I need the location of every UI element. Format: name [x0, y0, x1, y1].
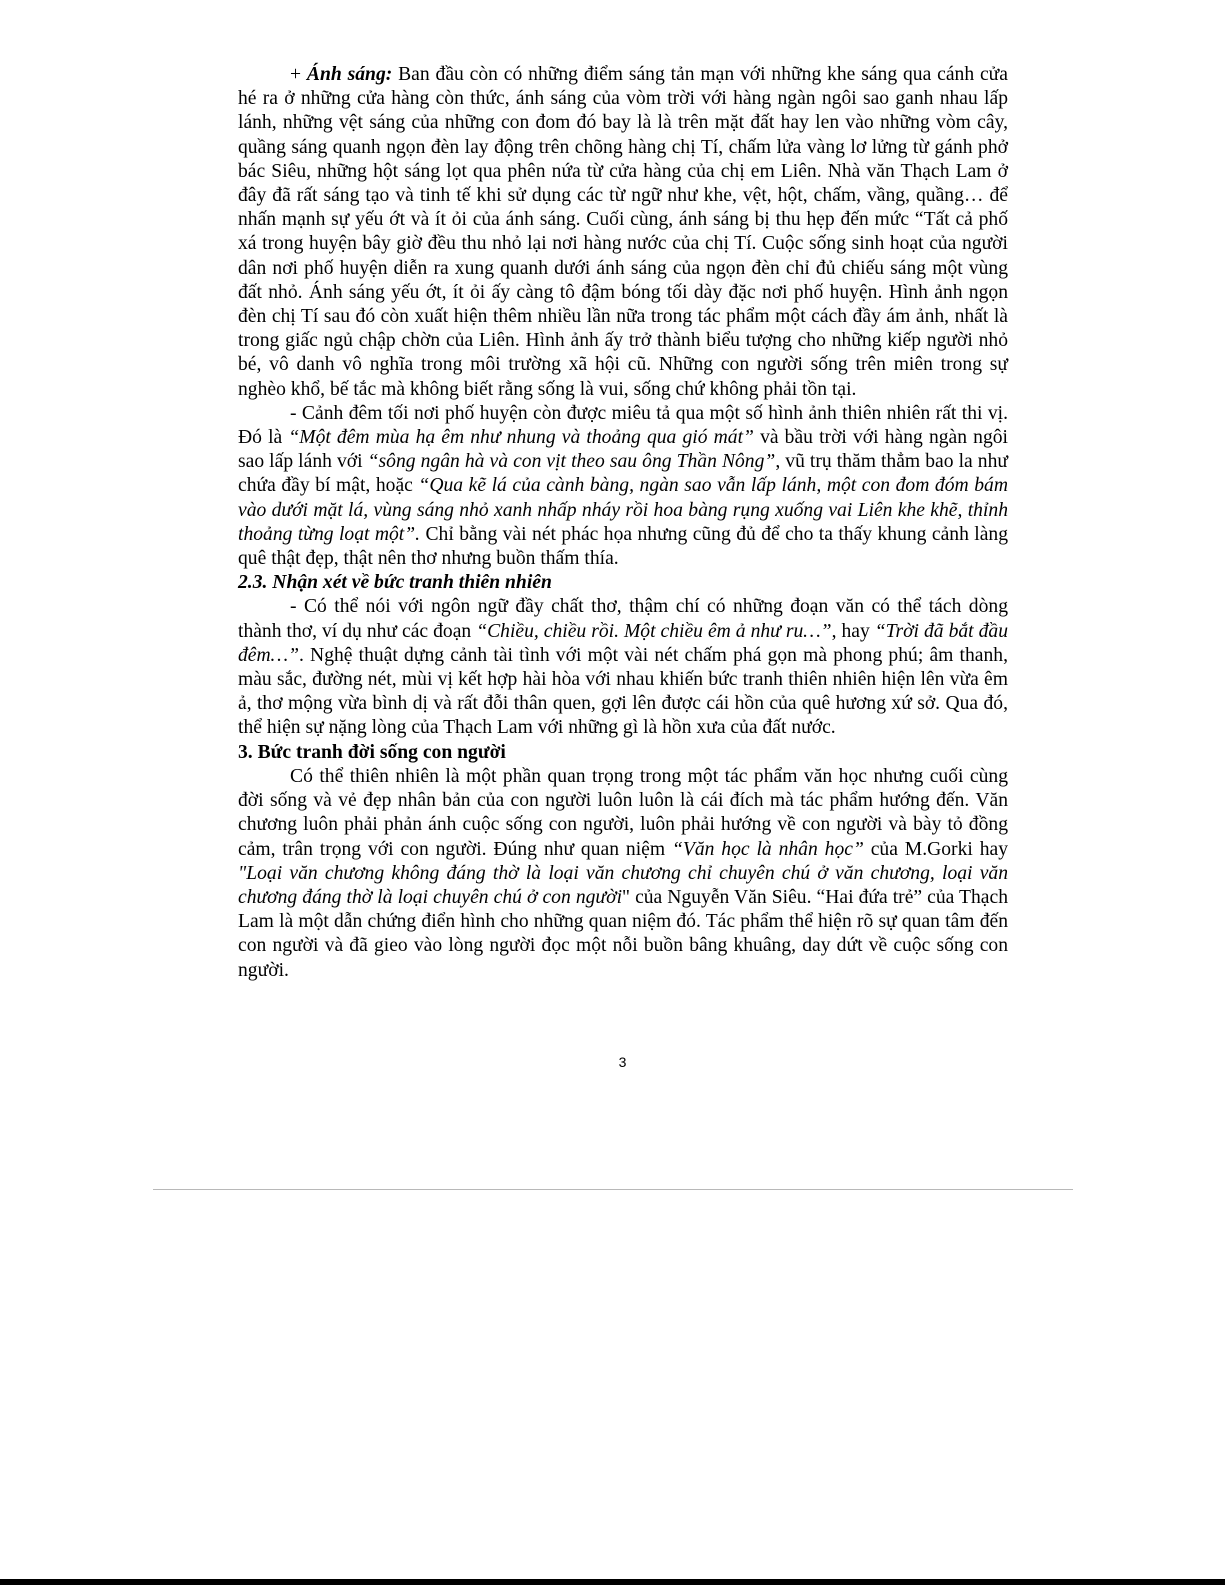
paragraph-comment-text-2: , hay: [831, 620, 875, 642]
section-heading-3: 3. Bức tranh đời sống con người: [238, 741, 506, 763]
paragraph-night-quote-3: “Qua kẽ lá của cành bàng, ngàn sao vẫn lấp lánh, một con đom đóm bám vào dưới mặt lá, vùng sáng nhỏ xanh nhấp nháy rồi hoa bàng rụng xuống vai Liên khe khẽ, thỉnh thoảng từng loạt một”.: [238, 475, 1008, 545]
paragraph-light-label: Ánh sáng:: [306, 64, 393, 85]
paragraph-comment-quote-2: “Trời đã bắt đầu đêm…”: [238, 620, 1008, 666]
paragraph-life-text-1: Có thể thiên nhiên là một phần quan trọng trong một tác phẩm văn học nhưng cuối cùng đời sống và vẻ đẹp nhân bản của con người luôn luôn là cái đích mà tác phẩm hướng đến. Văn chương luôn phải phản ánh cuộc sống con người, luôn phải hướng về con người và bày tỏ đồng cảm, trân trọng với con người. Đúng như quan niệm: [238, 765, 1008, 860]
paragraph-life: [238, 765, 1008, 983]
paragraph-life-text-3: " của Nguyễn Văn Siêu. “Hai đứa trẻ” của Thạch Lam là một dẫn chứng điển hình cho những quan niệm đó. Tác phẩm thể hiện rõ sự quan tâm đến con người và đã gieo vào lòng người đọc một nỗi buồn bâng khuâng, day dứt về cuộc sống con người.: [238, 886, 1008, 981]
paragraph-life-quote-1: “Văn học là nhân học”: [671, 838, 864, 860]
page-number: 3: [618, 1054, 627, 1070]
paragraph-night-text-4: Chỉ bằng vài nét phác họa nhưng cũng đủ để cho ta thấy khung cảnh làng quê thật đẹp, thật nên thơ nhưng buồn thấm thía.: [238, 523, 1009, 570]
paragraph-night-text-2: và bầu trời với hàng ngàn ngôi sao lấp lánh với: [238, 427, 1008, 473]
document-body: [238, 63, 1008, 983]
paragraph-night-quote-1: “Một đêm mùa hạ êm như nhung và thoảng qua gió mát”: [288, 427, 754, 449]
section-heading-2-3: 2.3. Nhận xét về bức tranh thiên nhiên: [238, 572, 552, 594]
paragraph-light: [238, 63, 1008, 402]
paragraph-night-quote-2: “sông ngân hà và con vịt theo sau ông Thần Nông”: [367, 451, 776, 473]
paragraph-light-lead: +: [290, 64, 307, 85]
paragraph-night-text-3: , vũ trụ thăm thẳm bao la như chứa đầy bí mật, hoặc: [238, 451, 1008, 497]
paragraph-comment-quote-1: “Chiều, chiều rồi. Một chiều êm ả như ru…”: [476, 620, 832, 642]
bottom-edge-strip: [0, 1579, 1225, 1585]
paragraph-night: [238, 402, 1008, 571]
page-divider: [153, 1189, 1073, 1190]
paragraph-comment-text-1: - Có thể nói với ngôn ngữ đầy chất thơ, thậm chí có những đoạn văn có thể tách dòng thành thơ, ví dụ như các đoạn: [238, 596, 1008, 642]
paragraph-life-text-2: của M.Gorki hay: [863, 838, 1008, 860]
paragraph-life-quote-2: "Loại văn chương không đáng thờ là loại văn chương chỉ chuyên chú ở văn chương, loại văn chương đáng thờ là loại chuyên chú ở con người: [238, 862, 1008, 908]
paragraph-comment: [238, 595, 1008, 740]
paragraph-night-text-1: - Cảnh đêm tối nơi phố huyện còn được miêu tả qua một số hình ảnh thiên nhiên rất thi vị. Đó là: [238, 402, 1008, 449]
paragraph-comment-text-3: . Nghệ thuật dựng cảnh tài tình với một vài nét chấm phá gọn mà phong phú; âm thanh, màu sắc, đường nét, mùi vị kết hợp hài hòa với nhau khiến bức tranh thiên nhiên hiện lên vừa êm ả, thơ mộng vừa bình dị và rất đỗi thân quen, gợi lên được cái hồn của quê hương xứ sở. Qua đó, thể hiện sự nặng lòng của Thạch Lam với những gì là hồn xưa của đất nước.: [238, 644, 1008, 739]
paragraph-light-text: Ban đầu còn có những điểm sáng tản mạn với những khe sáng qua cánh cửa hé ra ở những cửa hàng còn thức, ánh sáng của vòm trời với hàng ngàn ngôi sao ganh nhau lấp lánh, những vệt sáng của những con đom đó bay là là trên mặt đất hay len vào những vòm cây, quầng sáng quanh ngọn đèn lay động trên chõng hàng chị Tí, chấm lửa vàng lơ lửng từ gánh phở bác Siêu, những hột sáng lọt qua phên nứa từ cửa hàng của chị em Liên. Nhà văn Thạch Lam ở đây đã rất sáng tạo và tinh tế khi sử dụng các từ ngữ như khe, vệt, hột, chấm, vầng, quầng… để nhấn mạnh sự yếu ớt và ít ỏi của ánh sáng. Cuối cùng, ánh sáng bị thu hẹp đến mức “Tất cả phố xá trong huyện bây giờ đều thu nhỏ lại nơi hàng nước của chị Tí. Cuộc sống sinh hoạt của người dân nơi phố huyện diễn ra xung quanh dưới ánh sáng của ngọn đèn chỉ đủ chiếu sáng một vùng đất nhỏ. Ánh sáng yếu ớt, ít ỏi ấy càng tô đậm bóng tối dày đặc nơi phố huyện. Hình ảnh ngọn đèn chị Tí sau đó còn xuất hiện thêm nhiều lần nữa trong tác phẩm một cách đầy ám ảnh, nhất là trong giấc ngủ chập chờn của Liên. Hình ảnh ấy trở thành biểu tượng cho những kiếp người nhỏ bé, vô danh vô nghĩa trong môi trường xã hội cũ. Những con người sống trên miên trong sự nghèo khổ, bế tắc mà không biết rằng sống là vui, sống chứ không phải tồn tại.: [238, 64, 1008, 400]
